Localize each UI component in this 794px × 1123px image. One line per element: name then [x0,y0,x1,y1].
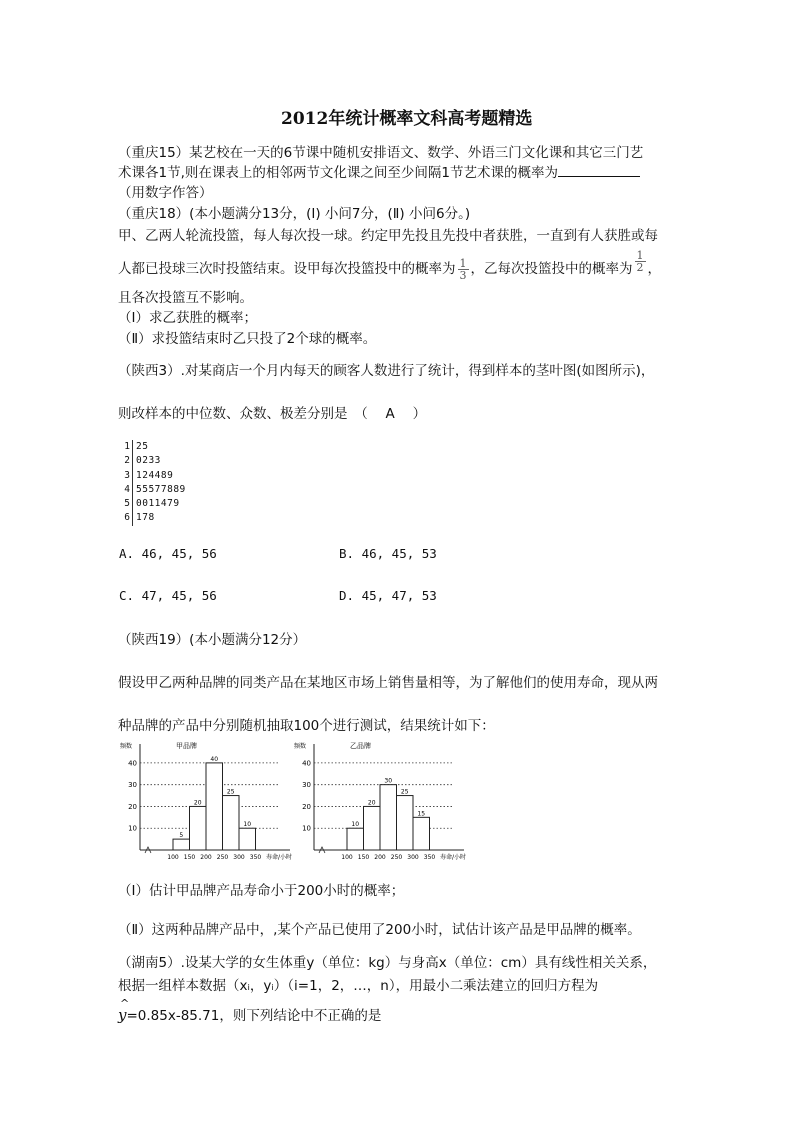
answer-blank [558,165,640,177]
leaves: 124489 [136,469,174,481]
bar-value-label: 30 [384,777,393,785]
chart-title: 甲品牌 [176,742,197,750]
leaves: 25 [136,441,149,452]
q4-part1: （Ⅰ）估计甲品牌产品寿命小于200小时的概率； [118,883,405,899]
q2-line4: 且各次投篮互不影响。 [118,290,253,306]
q5-line3 [118,997,382,1024]
stem: 5 [120,497,133,511]
histogram-bar [190,806,207,850]
histogram-bar [380,785,397,850]
y-hat [118,997,130,1024]
stem: 2 [120,454,133,468]
stem-row [120,454,186,468]
x-tick-label: 200 [200,854,212,860]
q4-line1: （陕西19）(本小题满分12分） [118,632,307,648]
bar-value-label: 20 [193,799,202,807]
bar-value-label: 10 [243,821,252,829]
bar-value-label: 15 [417,810,426,818]
frac1-den: 3 [459,268,467,282]
x-axis-label: 寿命/小时 [440,854,467,860]
y-tick-label: 40 [128,759,137,768]
bar-value-label: 5 [179,832,184,840]
stem: 4 [120,483,133,497]
x-tick-label: 250 [216,854,229,860]
q5-line1: （湖南5）.设某大学的女生体重y（单位：kg）与身高x（单位：cm）具有线性相关关系， [118,955,657,971]
frac1-num: 1 [459,256,467,270]
leaves: 0011479 [136,498,180,510]
frac2-den: 2 [636,260,644,274]
y-tick-label: 30 [302,781,311,790]
y-tick-label: 30 [128,781,137,790]
q2-line1: （重庆18）(本小题满分13分，(Ⅰ) 小问7分，(Ⅱ) 小问6分。) [118,206,471,222]
histogram-bar [347,828,364,850]
histogram-bar [173,839,190,850]
bar-value-label: 40 [210,755,219,763]
option-c: C. 47, 45, 56 [119,588,217,603]
stem-leaf-plot [120,440,186,526]
option-d: D. 45, 47, 53 [339,588,437,603]
option-b: B. 46, 45, 53 [339,546,437,561]
q4-line2: 假设甲乙两种品牌的同类产品在某地区市场上销售量相等，为了解他们的使用寿命，现从两 [118,675,658,691]
y-tick-label: 40 [302,759,311,768]
q1-line1: （重庆15）某艺校在一天的6节课中随机安排语文、数学、外语三门文化课和其它三门艺 [118,145,644,161]
bar-value-label: 25 [226,788,235,796]
histogram-bar [223,796,240,850]
x-tick-label: 350 [423,854,436,860]
y-tick-label: 20 [128,802,137,811]
q3-line1: （陕西3）.对某商店一个月内每天的顾客人数进行了统计，得到样本的茎叶图(如图所示)， [118,363,655,379]
bar-value-label: 10 [351,821,360,829]
frac2-num: 1 [636,248,644,262]
histogram-bar [413,817,430,850]
q5-line3-text: =0.85x-85.71，则下列结论中不正确的是 [126,1008,382,1024]
q2-line2: 甲、乙两人轮流投篮，每人每次投一球。约定甲先投且先投中者获胜，一直到有人获胜或每 [118,228,658,244]
chart-title: 乙品牌 [350,742,371,750]
fraction-one-half [635,250,646,273]
q2-line3a: 人都已投球三次时投篮结束。设甲每次投篮投中的概率为 [118,261,456,277]
q2-line3c: ， [647,261,661,277]
histogram-bar [397,796,414,850]
histograms-figure [118,738,480,860]
histogram-bar [206,763,223,850]
stem-row [120,511,186,525]
x-tick-label: 300 [407,854,419,860]
page-title: 2012年统计概率文科高考题精选 [281,109,533,129]
x-tick-label: 150 [183,854,196,860]
leaves: 0233 [136,455,161,467]
q2-part2: （Ⅱ）求投篮结束时乙只投了2个球的概率。 [118,331,377,347]
bar-value-label: 20 [367,799,376,807]
q2-line3 [118,248,661,282]
q4-line3: 种品牌的产品中分别随机抽取100个进行测试，结果统计如下： [118,718,495,734]
hat-symbol: ^ [120,997,130,1010]
leaves: 178 [136,512,155,524]
x-tick-label: 200 [374,854,386,860]
q1-line2 [118,161,640,181]
leaves: 55577889 [136,483,186,495]
y-tick-label: 10 [302,824,311,833]
q3-line2: 则改样本的中位数、众数、极差分别是 （ A ） [118,406,427,422]
x-tick-label: 100 [341,854,353,860]
histogram-bar [364,806,381,850]
option-a: A. 46, 45, 56 [119,546,217,561]
q2-line3b: ，乙每次投篮投中的概率为 [470,261,633,277]
stem-row [120,483,186,497]
y-tick-label: 10 [128,824,137,833]
q4-part2: （Ⅱ）这两种品牌产品中，,某个产品已使用了200小时，试估计该产品是甲品牌的概率。 [118,922,641,938]
y-axis-label: 频数 [120,743,133,750]
q1-line3: （用数字作答） [118,185,213,201]
q2-part1: （Ⅰ）求乙获胜的概率； [118,310,257,326]
x-tick-label: 300 [233,854,245,860]
x-axis-label: 寿命/小时 [266,854,293,860]
x-tick-label: 250 [390,854,403,860]
stem-row [120,440,186,454]
q1-line2-text: 术课各1节,则在课表上的相邻两节文化课之间至少间隔1节艺术课的概率为 [118,165,558,181]
x-tick-label: 100 [167,854,179,860]
x-tick-label: 350 [249,854,262,860]
fraction-one-third [458,258,469,281]
stem-row [120,469,186,483]
stem-row [120,497,186,511]
y-axis-label: 频数 [294,743,307,750]
y-symbol: y [118,1006,127,1024]
stem: 1 [120,440,133,454]
bar-value-label: 25 [400,788,409,796]
x-tick-label: 150 [357,854,370,860]
stem: 6 [120,511,133,525]
q5-line2: 根据一组样本数据（xᵢ，yᵢ）（i=1，2，…，n），用最小二乘法建立的回归方程为 [118,978,599,994]
histogram-bar [239,828,256,850]
y-tick-label: 20 [302,802,311,811]
stem: 3 [120,469,133,483]
